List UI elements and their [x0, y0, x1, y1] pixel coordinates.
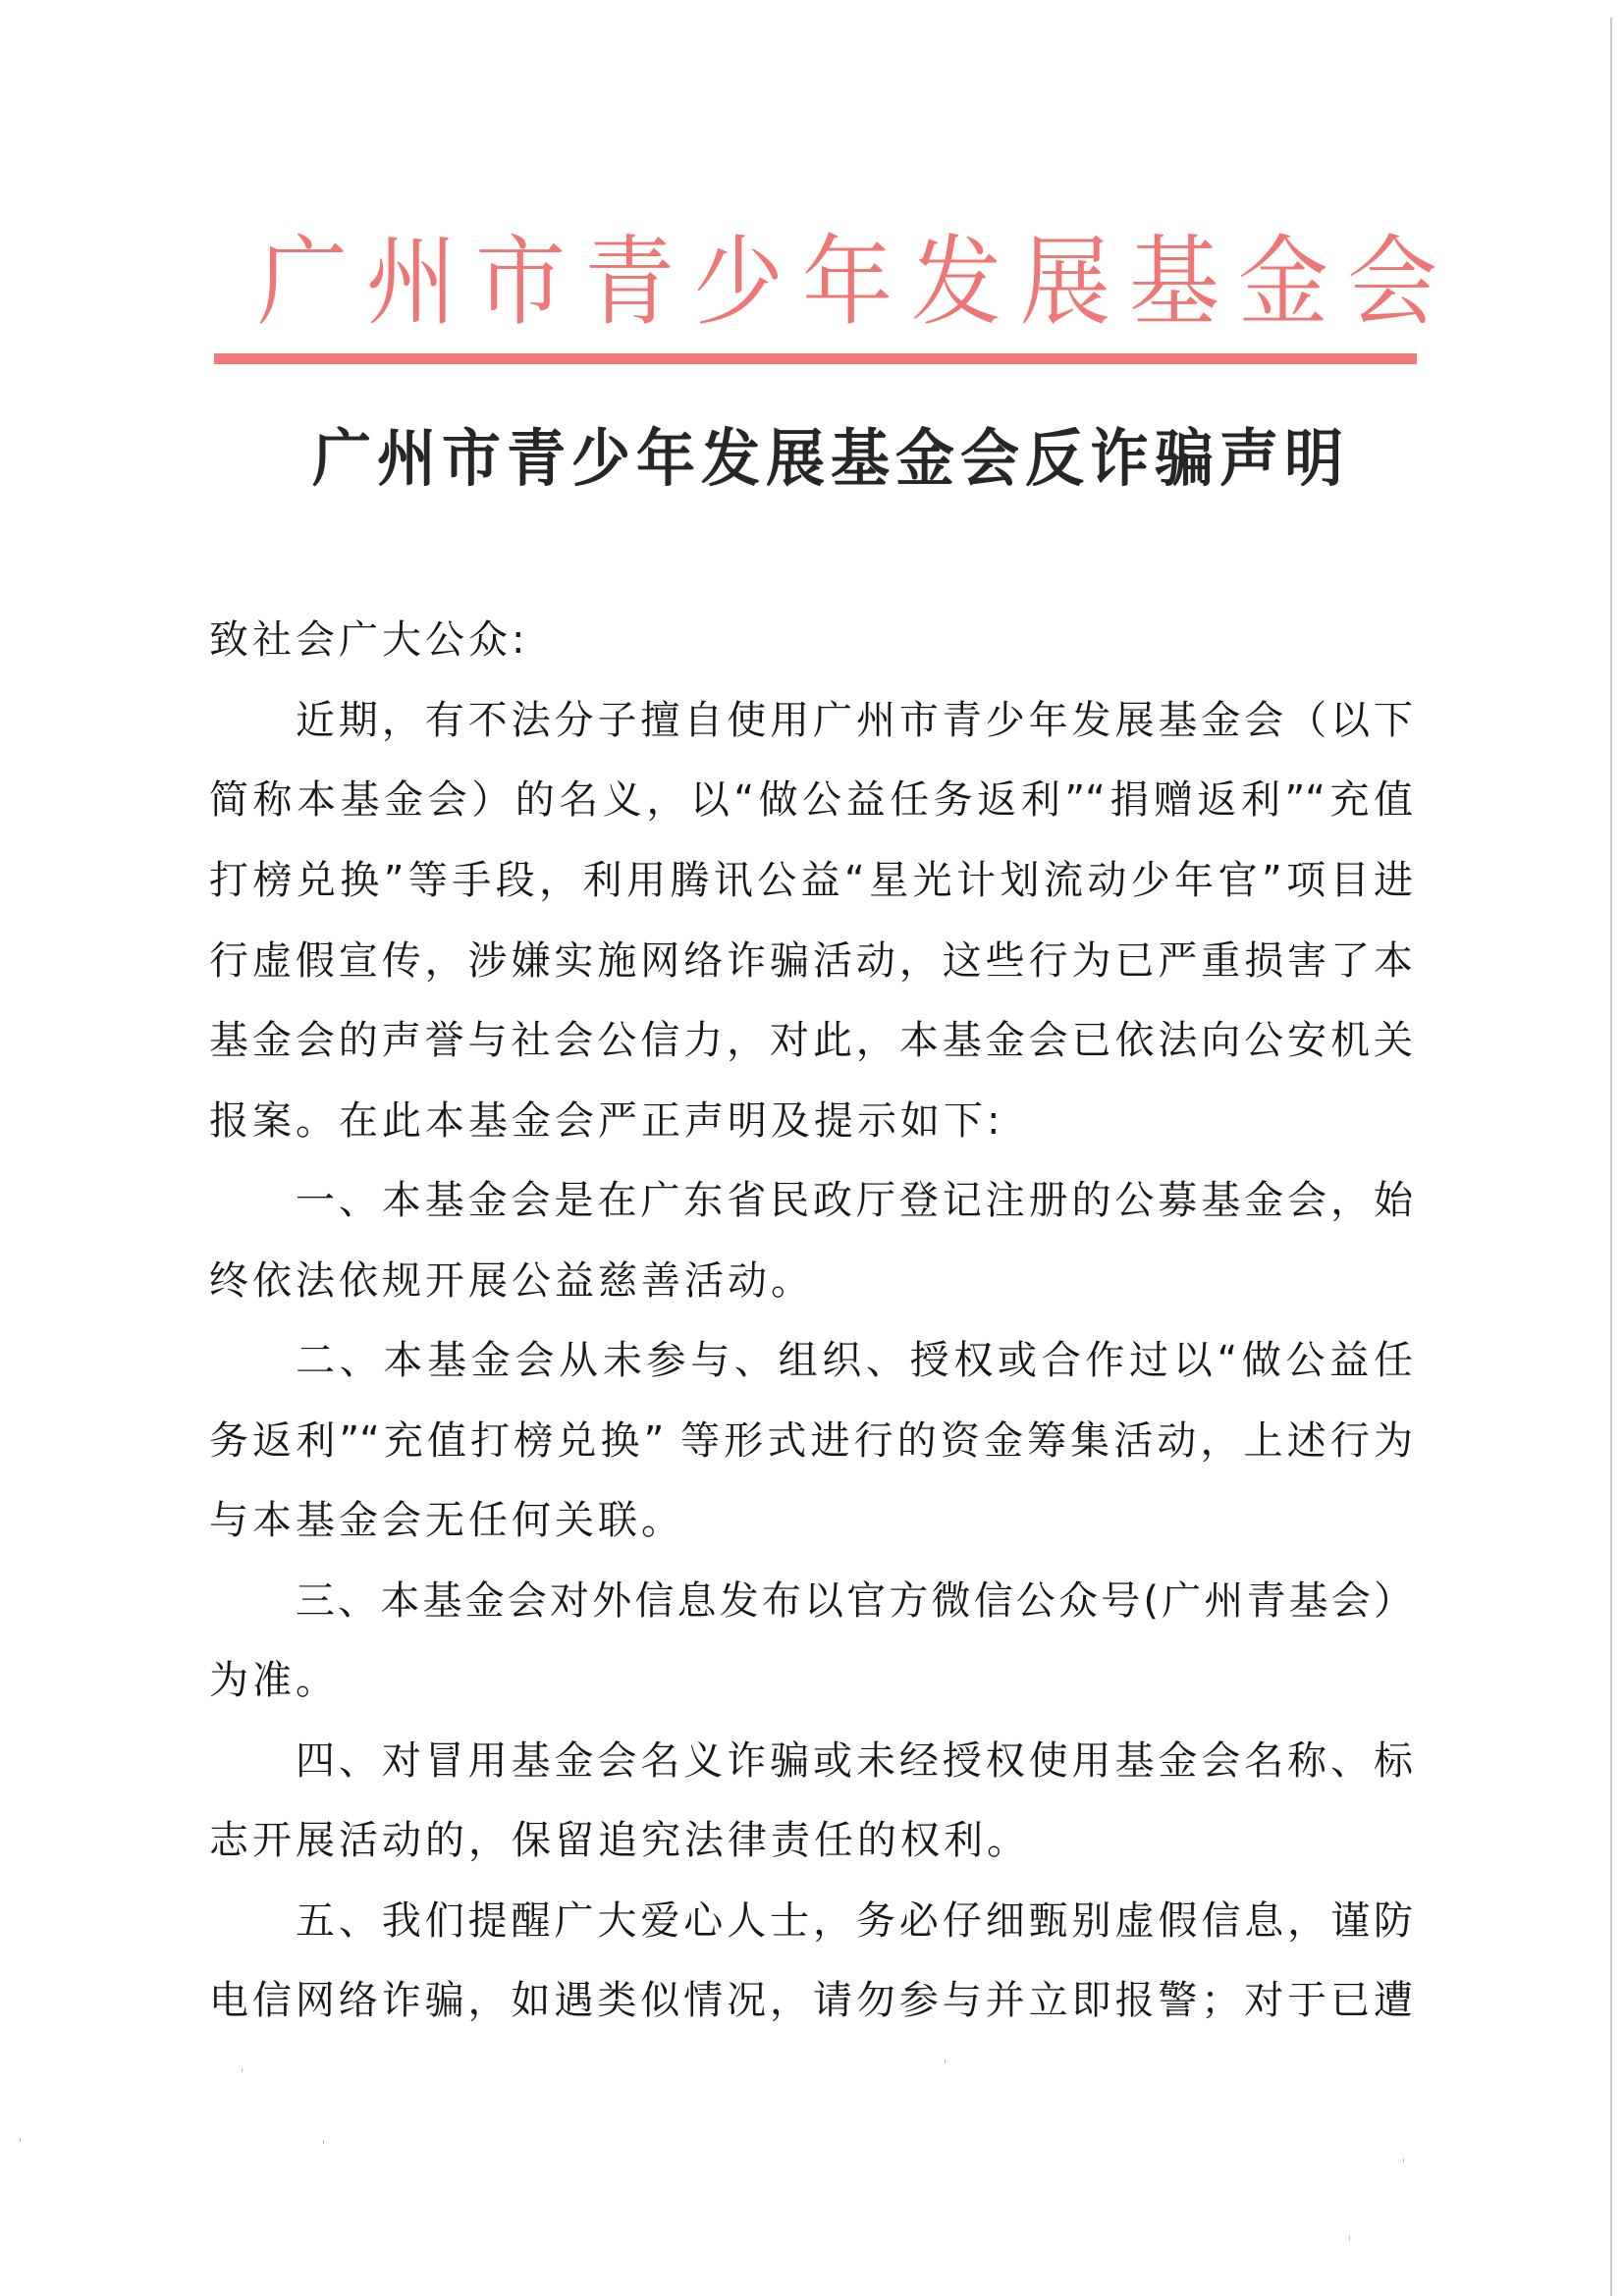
scan-speck	[945, 2059, 946, 2063]
scan-speck	[1403, 2159, 1404, 2163]
body-line: 基金会的声誉与社会公信力，对此，本基金会已依法向公安机关	[209, 1018, 1413, 1063]
clause-2-line: 二、本基金会从未参与、组织、授权或合作过以“做公益任	[296, 1338, 1413, 1383]
clause-1-line: 一、本基金会是在广东省民政厅登记注册的公募基金会，始	[296, 1178, 1413, 1223]
clause-4-line: 志开展活动的，保留追究法律责任的权利。	[209, 1818, 1030, 1863]
body-line: 近期，有不法分子擅自使用广州市青少年发展基金会（以下	[296, 698, 1413, 743]
clause-2-line: 与本基金会无任何关联。	[209, 1498, 684, 1543]
body-line: 报案。在此本基金会严正声明及提示如下:	[209, 1098, 1004, 1144]
scan-speck	[323, 2140, 324, 2144]
document-title: 广州市青少年发展基金会反诈骗声明	[312, 422, 1349, 497]
body-line: 打榜兑换”等手段，利用腾讯公益“星光计划流动少年官”项目进	[209, 858, 1413, 903]
scan-edge-line	[1610, 18, 1612, 2296]
letterhead-organization-name: 广州市青少年发展基金会	[257, 225, 1457, 340]
body-line: 行虚假宣传，涉嫌实施网络诈骗活动，这些行为已严重损害了本	[209, 938, 1413, 984]
scan-speck	[20, 2138, 21, 2142]
letterhead-red-rule	[214, 353, 1417, 364]
salutation: 致社会广大公众:	[209, 617, 529, 663]
clause-1-line: 终依法依规开展公益慈善活动。	[209, 1258, 814, 1304]
clause-4-line: 四、对冒用基金会名义诈骗或未经授权使用基金会名称、标	[296, 1738, 1413, 1784]
scan-speck	[242, 2068, 243, 2072]
body-line: 简称本基金会）的名义，以“做公益任务返利”“捐赠返利”“充值	[209, 777, 1413, 823]
clause-3-line: 为准。	[209, 1658, 339, 1703]
clause-5-line: 五、我们提醒广大爱心人士，务必仔细甄别虚假信息，谨防	[296, 1898, 1413, 1944]
clause-3-line: 三、本基金会对外信息发布以官方微信公众号(广州青基会）	[296, 1578, 1413, 1624]
clause-5-line: 电信网络诈骗，如遇类似情况，请勿参与并立即报警；对于已遭	[209, 1978, 1413, 2023]
clause-2-line: 务返利”“充值打榜兑换” 等形式进行的资金筹集活动，上述行为	[209, 1418, 1413, 1464]
scan-speck	[1349, 2236, 1350, 2240]
